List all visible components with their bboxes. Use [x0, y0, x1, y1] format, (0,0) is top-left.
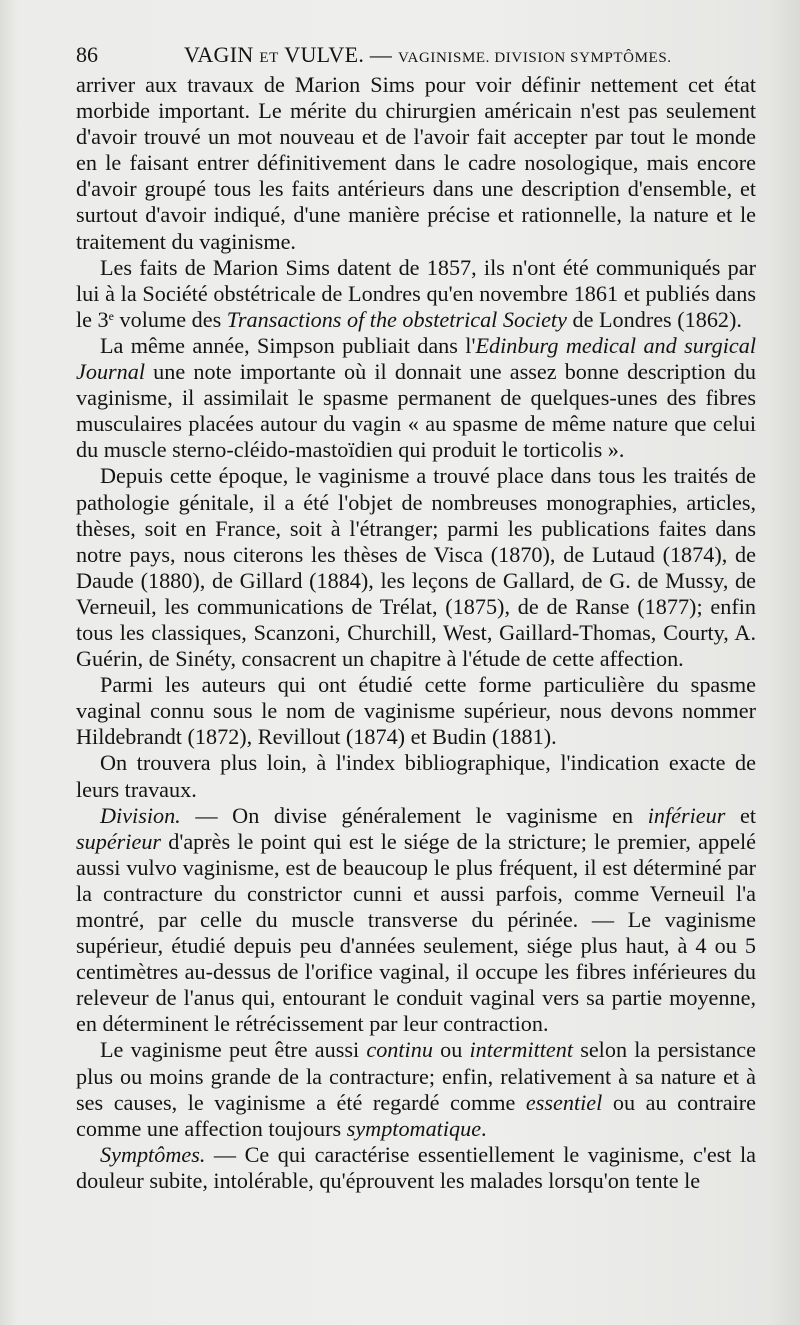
paragraph-monographs: Depuis cette époque, le vaginisme a trouvé place dans tous les traités de pathologie génitale, il a été l'objet de nombreuses monographies, articles, thèses, soit en France, soit à l'étranger; parmi les publications faites dans notre pays, nous citerons les thèses de Visca (1870), de Lutaud (1874), de Daude (1880), de Gillard (1884), les leçons de Gallard, de G. de Mussy, de Verneuil, les communications de Trélat, (1875), de de Ranse (1877); enfin tous les classiques, Scanzoni, Churchill, West, Gaillard-Thomas, Courty, A. Guérin, de Sinéty, consacrent un chapitre à l'étude de cette affection.: [76, 463, 756, 672]
body-text: [76, 72, 756, 1194]
section-label-division: Division.: [100, 802, 181, 828]
paragraph-types: Le vaginisme peut être aussi continu ou intermittent selon la persistance plus ou moins grande de la contracture; enfin, relativement à sa nature et à ses causes, le vaginisme a été regardé comme essentiel ou au contraire comme une affection toujours symptomatique.: [76, 1037, 757, 1141]
running-section: VAGINISME. DIVISION SYMPTÔMES.: [398, 50, 672, 66]
paragraph-superior-vaginismus: Parmi les auteurs qui ont étudié cette forme particulière du spasme vaginal connu sous le nom de vaginisme supérieur, nous devons nommer Hildebrandt (1872), Revillout (1874) et Budin (1881).: [76, 672, 756, 750]
paragraph-division: Division. — On divise généralement le vaginisme en inférieur et supérieur d'après le point qui est le siége de la stricture; le premier, appelé aussi vulvo vaginisme, est de beaucoup le plus fréquent, il est déterminé par la contracture du constrictor cunni et aussi parfois, comme Verneuil l'a montré, par celle du muscle transverse du périnée. — Le vaginisme supérieur, étudié depuis peu d'années seulement, siége plus haut, à 4 ou 5 centimètres au-dessus de l'orifice vaginal, il occupe les fibres inférieures du releveur de l'anus qui, entourant le conduit vaginal vers sa partie moyenne, en déterminent le rétrécissement par leur contraction.: [76, 802, 756, 1037]
journal-title-transactions: Transactions of the obstetrical Society: [226, 306, 567, 332]
running-title-connector: ET: [259, 50, 279, 66]
section-label-symptomes: Symptômes.: [100, 1141, 206, 1167]
running-title: [184, 42, 672, 68]
page-number: 86: [76, 42, 98, 67]
running-title-second: VULVE.: [284, 42, 365, 67]
paragraph-marion-sims: Les faits de Marion Sims datent de 1857, ils n'ont été communiqués par lui à la Société obstétricale de Londres qu'en novembre 1861 et publiés dans le 3e volume des Transactions of the obstetrical Society de Londres (1862).: [76, 254, 756, 332]
running-title-main: VAGIN: [184, 42, 254, 67]
paragraph-continuation: arriver aux travaux de Marion Sims pour voir définir nettement cet état morbide important. Le mérite du chirurgien américain n'est pas seulement d'avoir trouvé un mot nouveau et de l'avoir fait accepter par tout le monde en le faisant entrer définitivement dans le cadre nosologique, mais encore d'avoir groupé tous les faits antérieurs dans une description d'ensemble, et surtout d'avoir indiqué, d'une manière précise et rationnelle, la nature et le traitement du vaginisme.: [76, 72, 756, 254]
paragraph-bibliography-note: On trouvera plus loin, à l'index bibliographique, l'indication exacte de leurs travaux.: [76, 750, 756, 802]
running-header: [76, 38, 756, 68]
running-title-dash: —: [364, 42, 399, 67]
paragraph-symptoms: Symptômes. — Ce qui caractérise essentiellement le vaginisme, c'est la douleur subite, intolérable, qu'éprouvent les malades lorsqu'on tente le: [76, 1141, 756, 1193]
paragraph-simpson: La même année, Simpson publiait dans l'Edinburg medical and surgical Journal une note importante où il donnait une assez bonne description du vaginisme, il assimilait le spasme permanent de quelques-unes des fibres musculaires placées autour du vagin « au spasme de même nature que celui du muscle sterno-cléido-mastoïdien qui produit le torticolis ».: [76, 332, 756, 463]
journal-title-edinburg: Edinburg medical and surgical Journal: [76, 332, 756, 385]
